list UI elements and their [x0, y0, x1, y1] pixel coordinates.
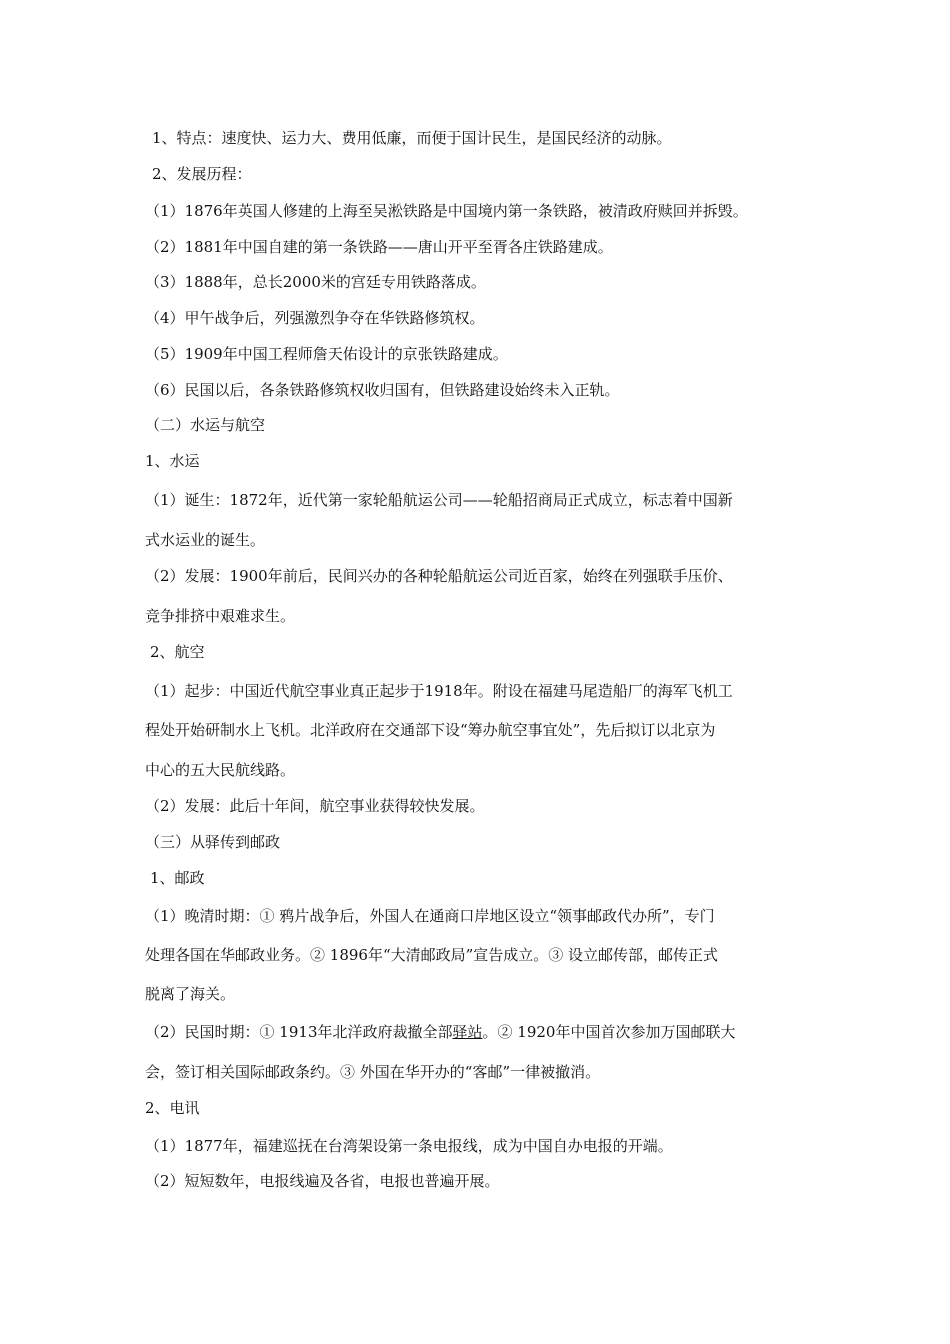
- text-line: （2）发展：此后十年间，航空事业获得较快发展。: [145, 797, 485, 815]
- text-line: 会，签订相关国际邮政条约。③ 外国在华开办的“客邮”一律被撤消。: [145, 1063, 601, 1081]
- text-line: 1、特点：速度快、运力大、费用低廉，而便于国计民生，是国民经济的动脉。: [152, 129, 672, 147]
- text-line: （1）1876年英国人修建的上海至吴淞铁路是中国境内第一条铁路，被清政府赎回并拆毁。: [145, 202, 748, 220]
- text-line: 式水运业的诞生。: [145, 531, 266, 549]
- text-line: （2）发展：1900年前后，民间兴办的各种轮船航运公司近百家，始终在列强联手压价、: [145, 567, 733, 585]
- section-heading: （二）水运与航空: [145, 416, 266, 434]
- text-line: （2）短短数年，电报线遍及各省，电报也普遍开展。: [145, 1172, 500, 1190]
- text-line: （3）1888年，总长2000米的宫廷专用铁路落成。: [145, 273, 486, 291]
- text-line: （1）诞生：1872年，近代第一家轮船航运公司——轮船招商局正式成立，标志着中国新: [145, 491, 733, 509]
- text-line: （6）民国以后，各条铁路修筑权收归国有，但铁路建设始终未入正轨。: [145, 381, 620, 399]
- text-line: 竞争排挤中艰难求生。: [145, 607, 296, 625]
- text-line: （1）起步：中国近代航空事业真正起步于1918年。附设在福建马尾造船厂的海军飞机工: [145, 682, 733, 700]
- subsection-heading: 1、水运: [145, 452, 200, 470]
- text-line: 中心的五大民航线路。: [145, 761, 296, 779]
- text-segment: （2）民国时期：① 1913年北洋政府裁撤全部: [145, 1023, 453, 1041]
- underlined-word: 驿站: [452, 1023, 483, 1041]
- text-line: 2、发展历程：: [152, 165, 252, 183]
- subsection-heading: 1、邮政: [150, 869, 205, 887]
- text-line: 处理各国在华邮政业务。② 1896年“大清邮政局”宣告成立。③ 设立邮传部，邮传正式: [145, 946, 719, 964]
- text-line: 程处开始研制水上飞机。北洋政府在交通部下设“筹办航空事宜处”，先后拟订以北京为: [145, 721, 716, 739]
- text-line: （1）晚清时期：① 鸦片战争后，外国人在通商口岸地区设立“领事邮政代办所”，专门: [145, 907, 715, 925]
- subsection-heading: 2、航空: [150, 643, 205, 661]
- text-line: （4）甲午战争后，列强激烈争夺在华铁路修筑权。: [145, 309, 485, 327]
- text-line: [145, 1022, 735, 1042]
- text-line: （2）1881年中国自建的第一条铁路——唐山开平至胥各庄铁路建成。: [145, 238, 613, 256]
- subsection-heading: 2、电讯: [145, 1099, 200, 1117]
- text-line: （5）1909年中国工程师詹天佑设计的京张铁路建成。: [145, 345, 508, 363]
- text-line: 脱离了海关。: [145, 985, 236, 1003]
- text-line: （1）1877年，福建巡抚在台湾架设第一条电报线，成为中国自办电报的开端。: [145, 1137, 673, 1155]
- text-segment: 。② 1920年中国首次参加万国邮联大: [482, 1023, 736, 1041]
- section-heading: （三）从驿传到邮政: [145, 833, 281, 851]
